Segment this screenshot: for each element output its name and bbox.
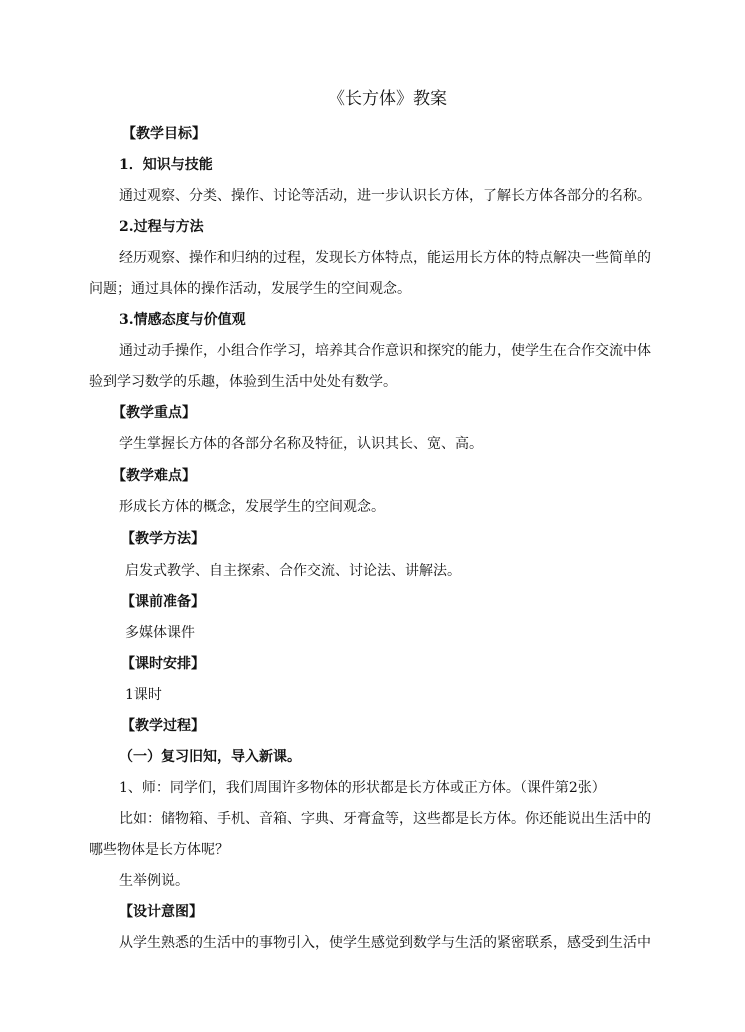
subheading-knowledge-skills: 1．知识与技能 — [119, 157, 213, 173]
section-heading-design-intent: 【设计意图】 — [119, 904, 203, 920]
paragraph-examples-line1: 比如：储物箱、手机、音箱、字典、牙膏盒等，这些都是长方体。你还能说出生活中的 — [119, 811, 651, 827]
subheading-process-method: 2.过程与方法 — [119, 219, 204, 235]
paragraph-difficulties: 形成长方体的概念，发展学生的空间观念。 — [119, 499, 385, 515]
paragraph-schedule: 1课时 — [125, 687, 162, 703]
paragraph-students-examples: 生举例说。 — [119, 873, 189, 889]
paragraph-design-intent-line1: 从学生熟悉的生活中的事物引入，使学生感觉到数学与生活的紧密联系，感受到生活中 — [119, 935, 651, 951]
section-heading-methods: 【教学方法】 — [121, 531, 205, 547]
section-heading-difficulties: 【教学难点】 — [112, 468, 196, 484]
paragraph-teacher-intro: 1、师：同学们，我们周围许多物体的形状都是长方体或正方体。（课件第2张） — [119, 780, 606, 796]
paragraph-attitude-values-line2: 验到学习数学的乐趣，体验到生活中处处有数学。 — [89, 374, 397, 390]
paragraph-preparation: 多媒体课件 — [125, 625, 195, 641]
paragraph-knowledge-skills: 通过观察、分类、操作、讨论等活动，进一步认识长方体，了解长方体各部分的名称。 — [119, 188, 651, 204]
paragraph-attitude-values-line1: 通过动手操作，小组合作学习，培养其合作意识和探究的能力，使学生在合作交流中体 — [119, 343, 651, 359]
section-heading-preparation: 【课前准备】 — [121, 594, 205, 610]
section-heading-schedule: 【课时安排】 — [121, 656, 205, 672]
paragraph-methods: 启发式教学、自主探索、合作交流、讨论法、讲解法。 — [125, 563, 461, 579]
paragraph-key-points: 学生掌握长方体的各部分名称及特征，认识其长、宽、高。 — [119, 436, 483, 452]
subheading-review-intro: （一）复习旧知，导入新课。 — [119, 749, 301, 765]
section-heading-process: 【教学过程】 — [121, 718, 205, 734]
subheading-attitude-values: 3.情感态度与价值观 — [119, 312, 246, 328]
section-heading-teaching-goals: 【教学目标】 — [122, 126, 206, 142]
paragraph-process-method-line2: 问题；通过具体的操作活动，发展学生的空间观念。 — [89, 281, 411, 297]
section-heading-key-points: 【教学重点】 — [112, 405, 196, 421]
paragraph-examples-line2: 哪些物体是长方体呢？ — [89, 842, 229, 858]
paragraph-process-method-line1: 经历观察、操作和归纳的过程，发现长方体特点，能运用长方体的特点解决一些简单的 — [119, 250, 651, 266]
document-title: 《长方体》教案 — [328, 89, 447, 109]
